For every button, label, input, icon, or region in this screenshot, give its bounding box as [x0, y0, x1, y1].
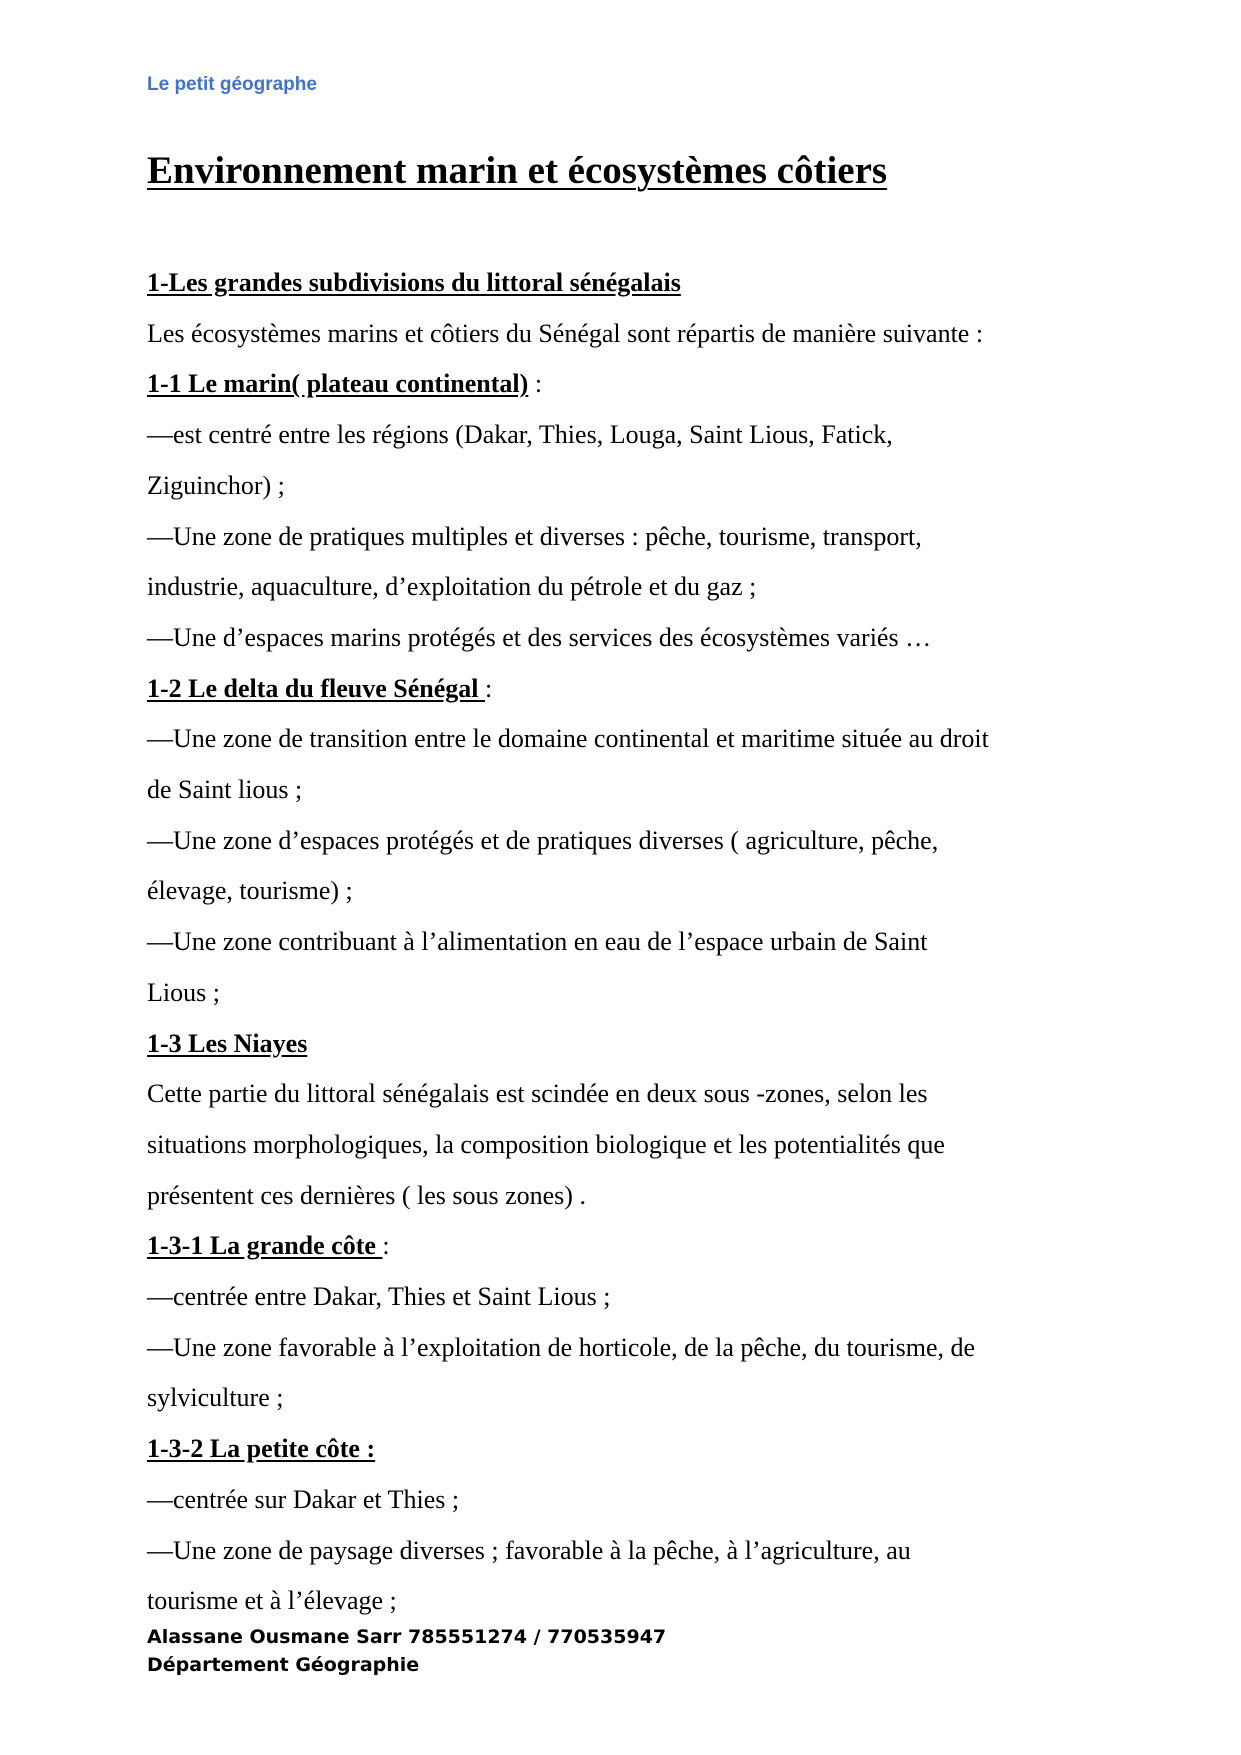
page-header: Le petit géographe: [147, 74, 317, 95]
subsection-heading: [147, 1424, 1107, 1475]
section-heading-text: 1-Les grandes subdivisions du littoral sénégalais: [147, 268, 681, 297]
paragraph-line: Lious ;: [147, 977, 220, 1007]
paragraph-line: industrie, aquaculture, d’exploitation du pétrole et du gaz ;: [147, 572, 757, 602]
paragraph-line: tourisme et à l’élevage ;: [147, 1586, 397, 1616]
page-footer: [147, 1623, 666, 1679]
paragraph-line: de Saint lious ;: [147, 775, 303, 805]
paragraph-line: présentent ces dernières ( les sous zones) .: [147, 1180, 586, 1210]
paragraph-line: situations morphologiques, la composition biologique et les potentialités que: [147, 1129, 945, 1159]
paragraph-line: —Une zone de pratiques multiples et diverses : pêche, tourisme, transport,: [147, 521, 922, 551]
paragraph-line: élevage, tourisme) ;: [147, 876, 353, 906]
document-body: [147, 258, 1107, 1627]
paragraph-line: —Une zone favorable à l’exploitation de horticole, de la pêche, du tourisme, de: [147, 1332, 976, 1362]
paragraph-line: —est centré entre les régions (Dakar, Thies, Louga, Saint Lious, Fatick,: [147, 420, 893, 450]
paragraph-line: Les écosystèmes marins et côtiers du Sénégal sont répartis de manière suivante :: [147, 318, 984, 348]
paragraph-line: —Une zone contribuant à l’alimentation en eau de l’espace urbain de Saint: [147, 927, 928, 957]
page-title: Environnement marin et écosystèmes côtiers: [147, 149, 888, 192]
subsection-heading-text: 1-3-2 La petite côte :: [147, 1434, 376, 1464]
paragraph-line: —Une zone de transition entre le domaine continental et maritime située au droit: [147, 724, 989, 754]
paragraph-line: sylviculture ;: [147, 1383, 284, 1413]
subsection-heading-text: 1-3-1 La grande côte: [147, 1231, 383, 1261]
heading-colon: :: [382, 1231, 390, 1261]
subsection-heading: [147, 664, 1107, 715]
section-heading: [147, 258, 1107, 309]
paragraph-line: Ziguinchor) ;: [147, 470, 285, 500]
subsection-heading-text: 1-3 Les Niayes: [147, 1028, 308, 1058]
subsection-heading: [147, 1221, 1107, 1272]
subsection-heading: [147, 1019, 1107, 1070]
footer-author: Alassane Ousmane Sarr 785551274 / 770535947: [147, 1626, 667, 1648]
paragraph-line: —centrée entre Dakar, Thies et Saint Lious ;: [147, 1282, 611, 1312]
subsection-heading: [147, 359, 1107, 410]
subsection-heading-text: 1-2 Le delta du fleuve Sénégal: [147, 673, 485, 703]
paragraph-line: —centrée sur Dakar et Thies ;: [147, 1484, 460, 1514]
paragraph-line: Cette partie du littoral sénégalais est scindée en deux sous -zones, selon les: [147, 1079, 928, 1109]
heading-colon: :: [485, 673, 493, 703]
paragraph-line: —Une d’espaces marins protégés et des services des écosystèmes variés …: [147, 622, 932, 652]
paragraph-line: —Une zone de paysage diverses ; favorable à la pêche, à l’agriculture, au: [147, 1535, 911, 1565]
footer-department: Département Géographie: [147, 1654, 420, 1676]
paragraph-line: —Une zone d’espaces protégés et de pratiques diverses ( agriculture, pêche,: [147, 825, 939, 855]
heading-colon: :: [528, 369, 543, 399]
subsection-heading-text: 1-1 Le marin( plateau continental): [147, 369, 529, 399]
